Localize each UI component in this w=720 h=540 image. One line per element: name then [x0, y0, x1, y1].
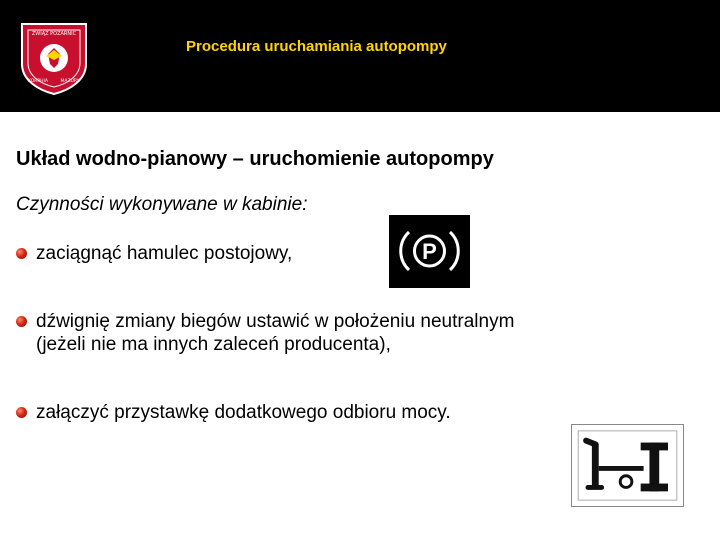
page-title: Procedura uruchamiania autopompy	[186, 38, 447, 55]
logo-bottom-left-text: KORPHIA	[28, 79, 48, 84]
parking-letter: P	[422, 239, 437, 264]
logo-top-text: ZWIĄZ POŻARNIC	[31, 31, 77, 37]
bullet-icon	[16, 407, 27, 418]
header-bar	[0, 0, 720, 112]
bullet-icon	[16, 316, 27, 327]
power-take-off-icon	[571, 424, 684, 507]
list-item-line: (jeżeli nie ma innych zaleceń producenta),	[36, 334, 391, 355]
list-item-line: dźwignię zmiany biegów ustawić w położeniu neutralnym	[36, 311, 515, 332]
list-item-text	[36, 310, 514, 356]
list-item-text: załączyć przystawkę dodatkowego odbioru mocy.	[36, 402, 451, 423]
parking-brake-icon	[389, 215, 470, 288]
slide-subheading: Czynności wykonywane w kabinie:	[16, 194, 308, 215]
slide-heading: Układ wodno-pianowy – uruchomienie autopompy	[16, 148, 494, 170]
list-item-text: zaciągnąć hamulec postojowy,	[36, 243, 293, 264]
logo-bottom-right-text: MAZURY	[60, 79, 80, 84]
fire-brigade-logo	[16, 20, 92, 96]
bullet-icon	[16, 248, 27, 259]
